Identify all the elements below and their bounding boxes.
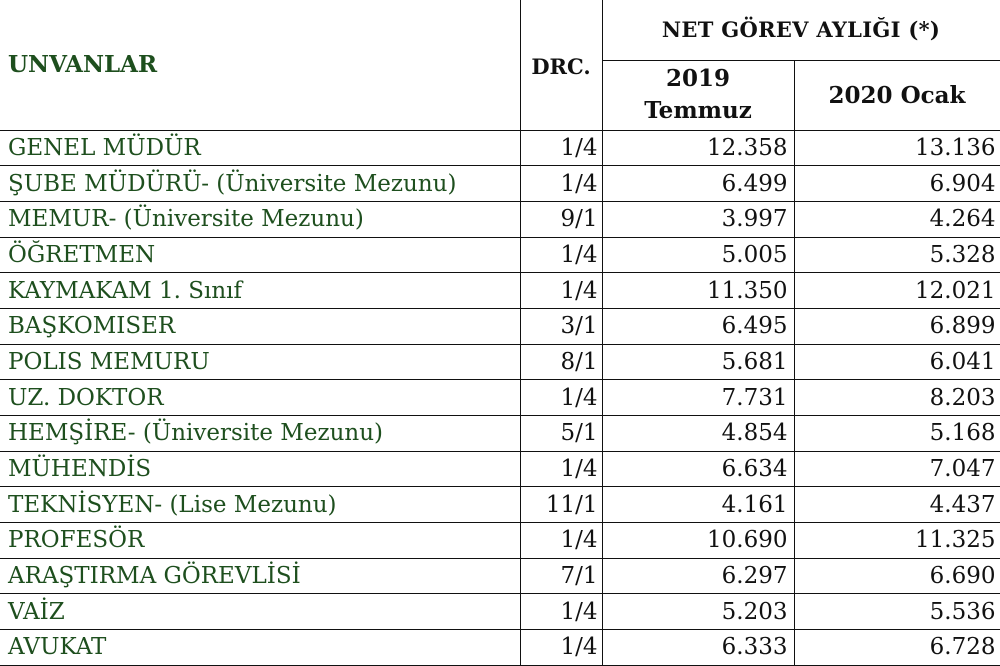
row-degree: 11/1 <box>520 487 602 523</box>
table-row <box>0 523 1000 559</box>
row-salary-2019: 6.297 <box>602 558 794 594</box>
table-row <box>0 451 1000 487</box>
row-degree: 1/4 <box>520 166 602 202</box>
row-title: KAYMAKAM 1. Sınıf <box>0 273 520 309</box>
row-degree: 9/1 <box>520 201 602 237</box>
row-salary-2019: 5.005 <box>602 237 794 273</box>
row-title: TEKNİSYEN- (Lise Mezunu) <box>0 487 520 523</box>
row-title: PROFESÖR <box>0 523 520 559</box>
row-title: MÜHENDİS <box>0 451 520 487</box>
row-title: MEMUR- (Üniversite Mezunu) <box>0 201 520 237</box>
row-salary-2019: 5.681 <box>602 344 794 380</box>
table-row <box>0 237 1000 273</box>
month-2019-label: Temmuz <box>644 97 752 124</box>
row-salary-2019: 5.203 <box>602 594 794 630</box>
year-2020-header: 2020 Ocak <box>794 60 1000 130</box>
row-salary-2020: 11.325 <box>794 523 1000 559</box>
row-title: BAŞKOMISER <box>0 308 520 344</box>
row-salary-2020: 5.328 <box>794 237 1000 273</box>
row-degree: 3/1 <box>520 308 602 344</box>
year-2019-header <box>602 60 794 130</box>
table-row <box>0 380 1000 416</box>
row-salary-2020: 8.203 <box>794 380 1000 416</box>
table-row <box>0 130 1000 166</box>
row-salary-2019: 12.358 <box>602 130 794 166</box>
row-salary-2019: 7.731 <box>602 380 794 416</box>
row-degree: 7/1 <box>520 558 602 594</box>
row-salary-2019: 6.495 <box>602 308 794 344</box>
row-salary-2020: 6.690 <box>794 558 1000 594</box>
row-title: VAİZ <box>0 594 520 630</box>
row-title: ŞUBE MÜDÜRÜ- (Üniversite Mezunu) <box>0 166 520 202</box>
row-salary-2020: 5.536 <box>794 594 1000 630</box>
row-salary-2019: 6.333 <box>602 630 794 666</box>
row-salary-2020: 6.728 <box>794 630 1000 666</box>
row-salary-2019: 4.161 <box>602 487 794 523</box>
table-row <box>0 273 1000 309</box>
year-2019-label: 2019 <box>665 65 730 92</box>
row-degree: 1/4 <box>520 130 602 166</box>
row-degree: 1/4 <box>520 594 602 630</box>
table-row <box>0 344 1000 380</box>
row-salary-2020: 12.021 <box>794 273 1000 309</box>
row-salary-2020: 6.904 <box>794 166 1000 202</box>
row-salary-2020: 7.047 <box>794 451 1000 487</box>
drc-header: DRC. <box>520 0 602 130</box>
row-salary-2019: 11.350 <box>602 273 794 309</box>
row-degree: 1/4 <box>520 630 602 666</box>
table-row <box>0 308 1000 344</box>
row-salary-2020: 6.899 <box>794 308 1000 344</box>
table-row <box>0 630 1000 666</box>
row-title: ARAŞTIRMA GÖREVLİSİ <box>0 558 520 594</box>
row-salary-2020: 4.437 <box>794 487 1000 523</box>
table-row <box>0 201 1000 237</box>
row-degree: 1/4 <box>520 237 602 273</box>
row-salary-2020: 6.041 <box>794 344 1000 380</box>
row-degree: 1/4 <box>520 451 602 487</box>
row-title: UZ. DOKTOR <box>0 380 520 416</box>
net-salary-header: NET GÖREV AYLIĞI (*) <box>602 0 1000 60</box>
row-title: GENEL MÜDÜR <box>0 130 520 166</box>
row-salary-2019: 3.997 <box>602 201 794 237</box>
row-degree: 1/4 <box>520 523 602 559</box>
row-degree: 1/4 <box>520 380 602 416</box>
row-title: ÖĞRETMEN <box>0 237 520 273</box>
title-header: UNVANLAR <box>0 0 520 130</box>
row-degree: 8/1 <box>520 344 602 380</box>
row-salary-2020: 4.264 <box>794 201 1000 237</box>
row-degree: 1/4 <box>520 273 602 309</box>
row-salary-2019: 6.499 <box>602 166 794 202</box>
row-salary-2019: 4.854 <box>602 416 794 452</box>
row-title: AVUKAT <box>0 630 520 666</box>
row-salary-2020: 5.168 <box>794 416 1000 452</box>
table-row <box>0 487 1000 523</box>
table-row <box>0 594 1000 630</box>
row-salary-2020: 13.136 <box>794 130 1000 166</box>
row-degree: 5/1 <box>520 416 602 452</box>
table-row <box>0 166 1000 202</box>
table-row <box>0 416 1000 452</box>
row-title: POLIS MEMURU <box>0 344 520 380</box>
row-salary-2019: 10.690 <box>602 523 794 559</box>
header-row-1 <box>0 0 1000 60</box>
row-title: HEMŞİRE- (Üniversite Mezunu) <box>0 416 520 452</box>
table-row <box>0 558 1000 594</box>
row-salary-2019: 6.634 <box>602 451 794 487</box>
